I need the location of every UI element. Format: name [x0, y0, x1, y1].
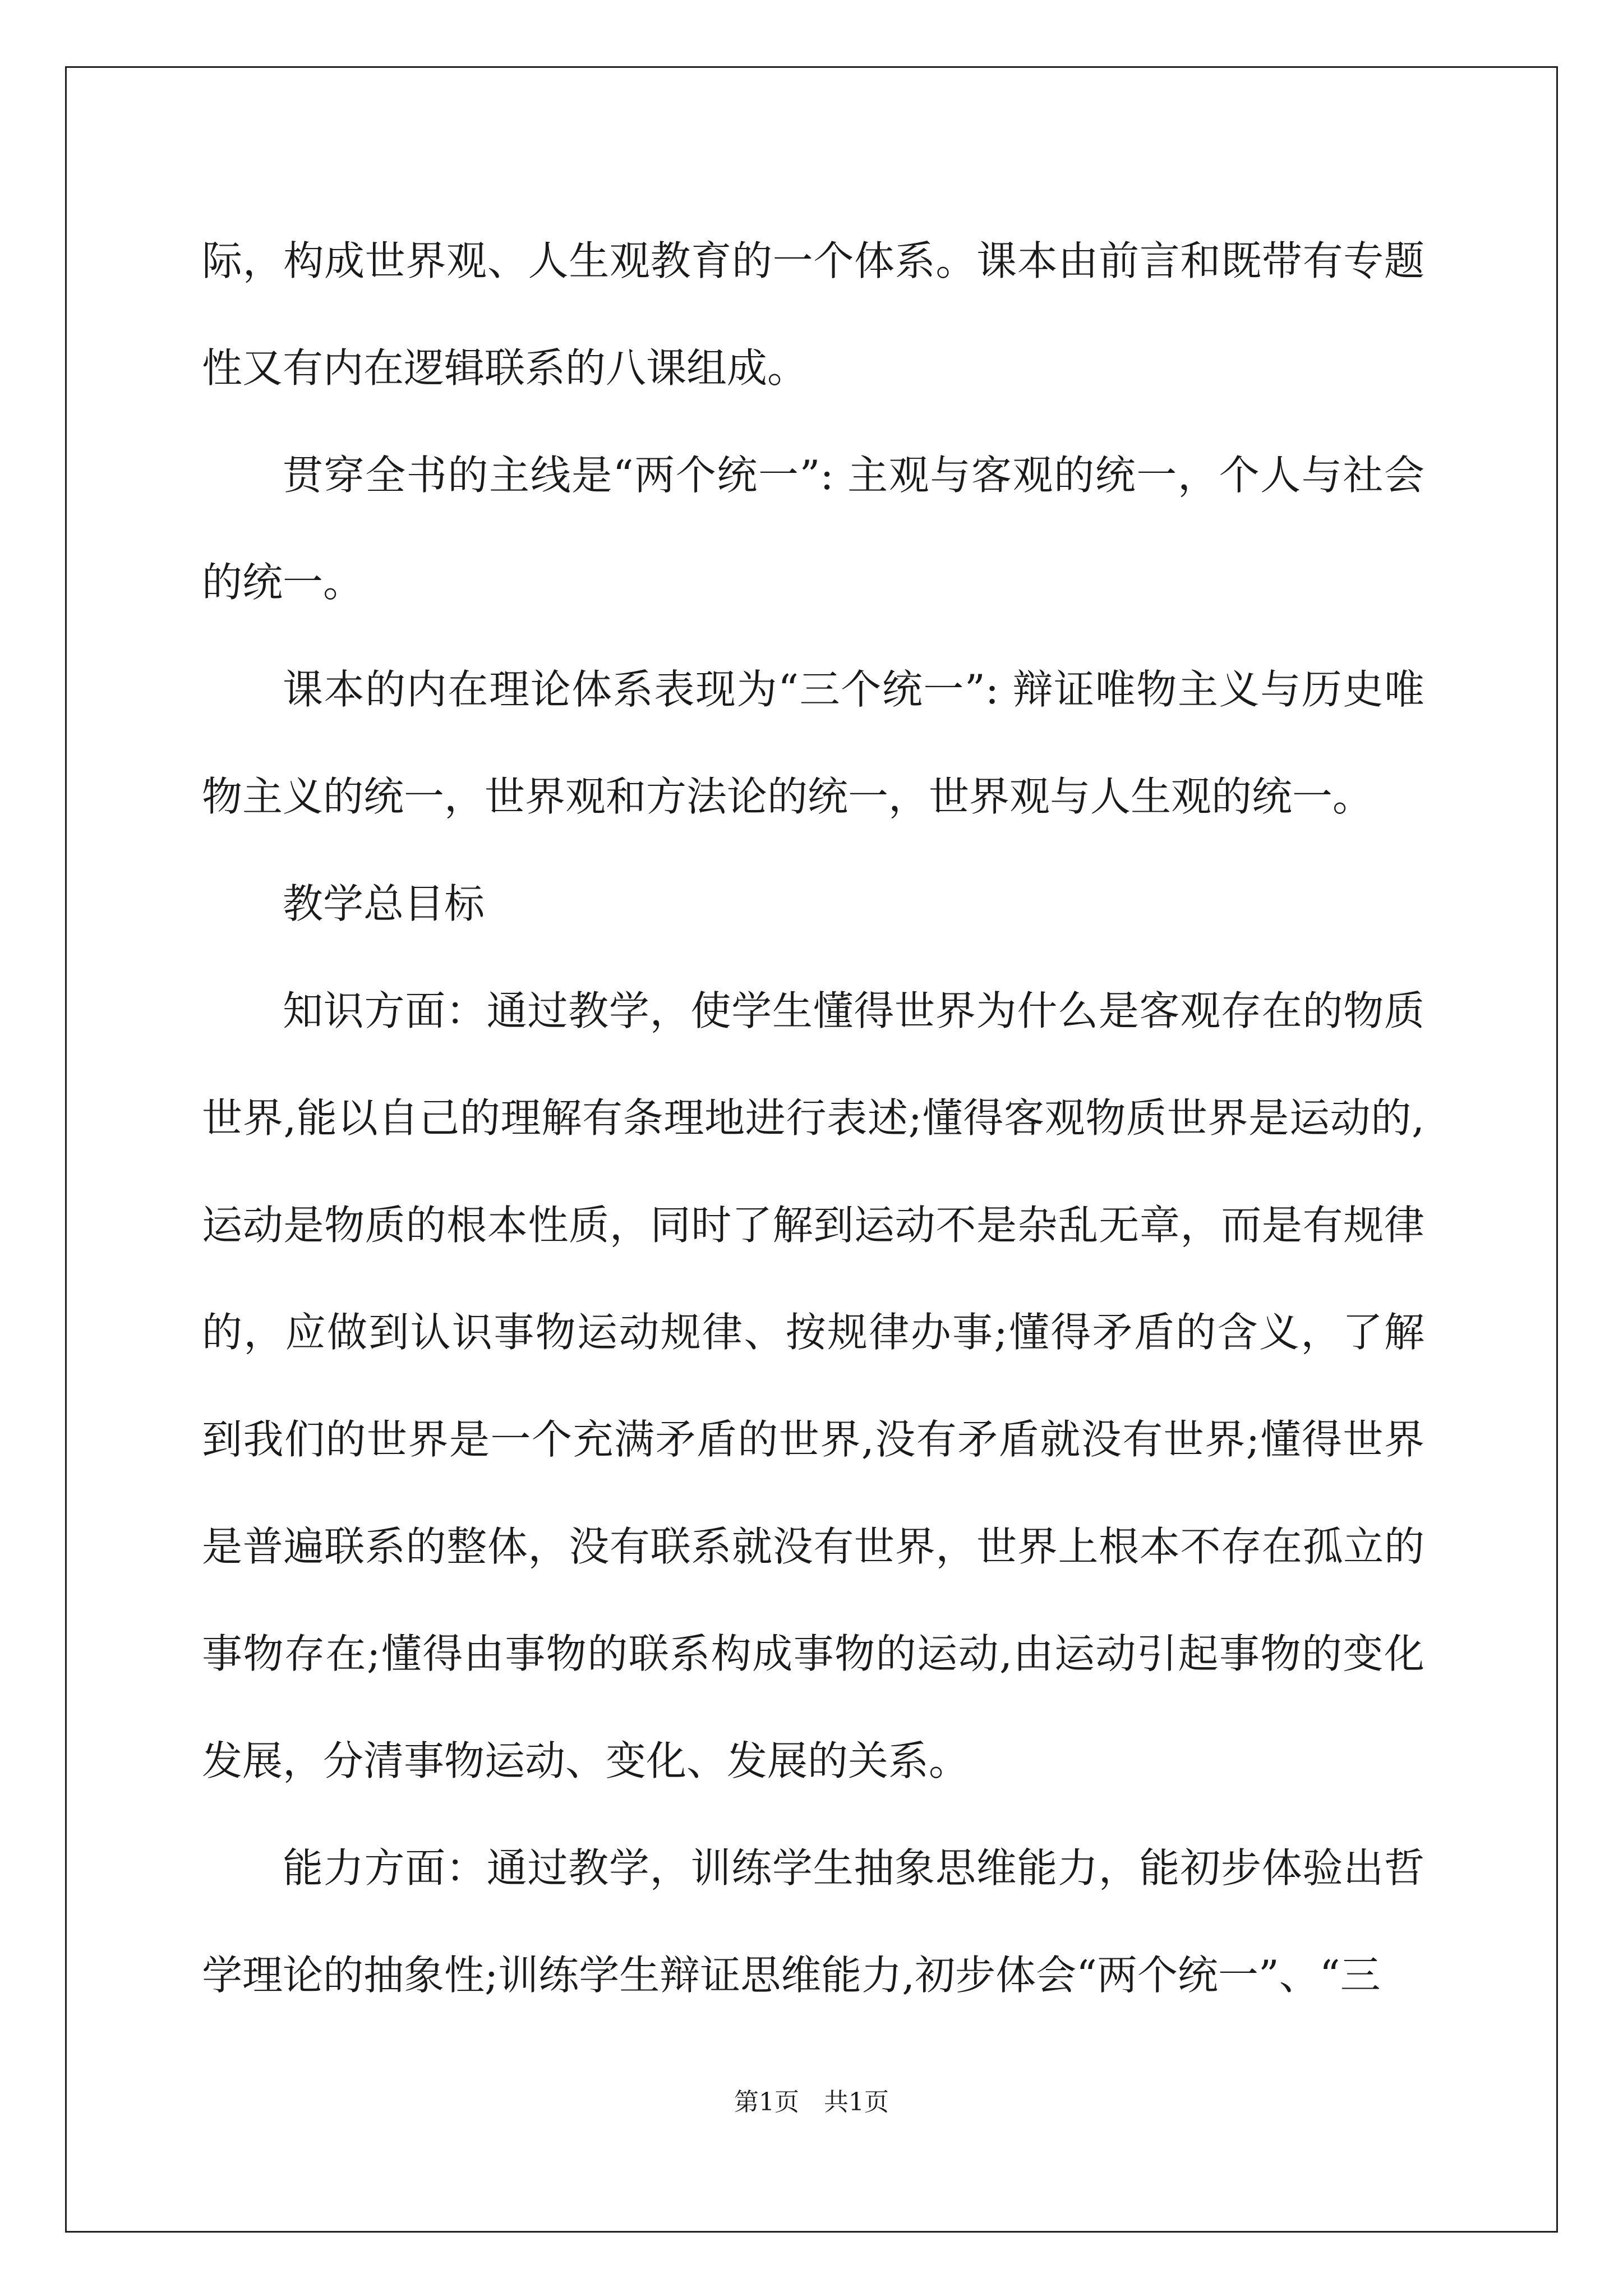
document-body	[202, 208, 1424, 2029]
paragraph-ability: 能力方面：通过教学，训练学生抽象思维能力，能初步体验出哲学理论的抽象性;训练学生辩证思维能力,初步体会“两个统一”、“三	[202, 1844, 1424, 1999]
section-heading: 教学总目标	[283, 880, 485, 927]
paragraph-1: 际，构成世界观、人生观教育的一个体系。课本由前言和既带有专题性又有内在逻辑联系的八课组成。	[202, 237, 1424, 392]
paragraph-2: 贯穿全书的主线是“两个统一”: 主观与客观的统一，个人与社会的统一。	[202, 452, 1424, 606]
paragraph-3: 课本的内在理论体系表现为“三个统一”: 辩证唯物主义与历史唯物主义的统一，世界观和方法论的统一，世界观与人生观的统一。	[202, 666, 1424, 820]
paragraph-knowledge: 知识方面：通过教学，使学生懂得世界为什么是客观存在的物质世界,能以自己的理解有条理地进行表述;懂得客观物质世界是运动的,运动是物质的根本性质，同时了解到运动不是杂乱无章，而是有规律的，应做到认识事物运动规律、按规律办事;懂得矛盾的含义，了解到我们的世界是一个充满矛盾的世界,没有矛盾就没有世界;懂得世界是普遍联系的整体，没有联系就没有世界，世界上根本不存在孤立的事物存在;懂得由事物的联系构成事物的运动,由运动引起事物的变化发展，分清事物运动、变化、发展的关系。	[202, 987, 1424, 1784]
page-number-footer: 第1页 共1页	[734, 2088, 889, 2116]
